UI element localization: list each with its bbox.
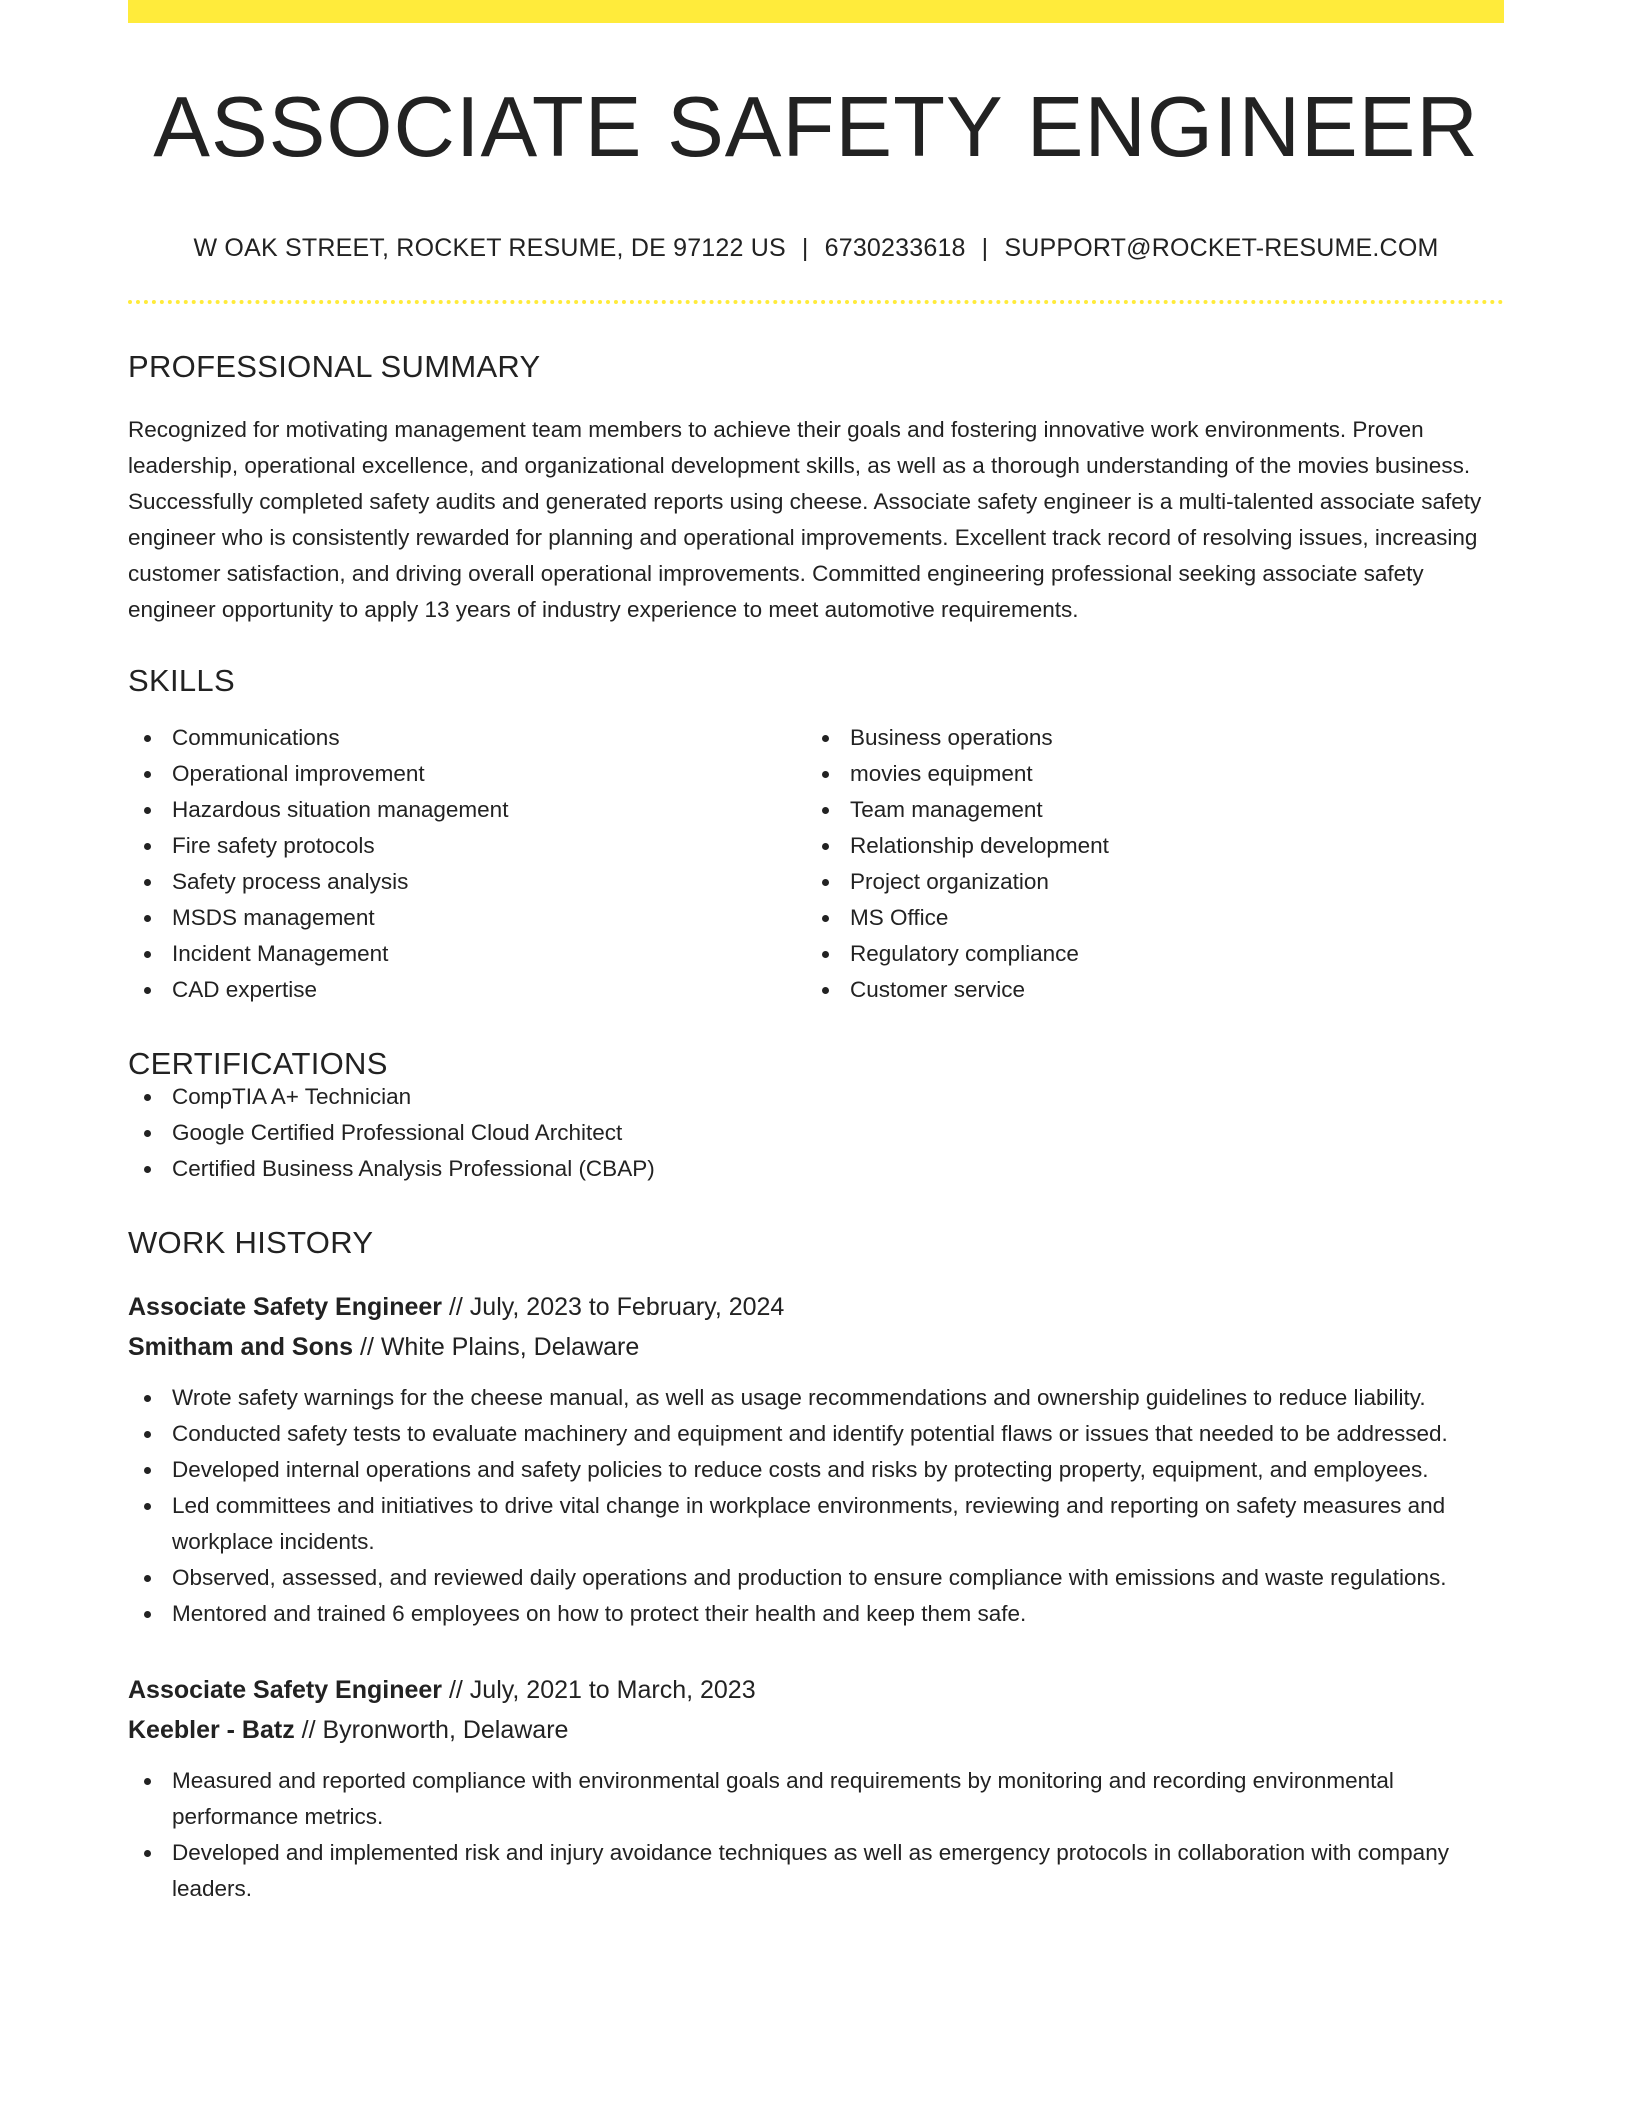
contact-address: W OAK STREET, ROCKET RESUME, DE 97122 US [193,234,786,262]
skill-item: Regulatory compliance [806,936,1484,972]
skill-item: MS Office [806,900,1484,936]
job-duties-list [128,1380,1504,1632]
job-entry [128,1670,1504,1907]
job-location: // White Plains, Delaware [353,1333,640,1361]
dotted-divider [128,300,1504,304]
job-duty-item: Measured and reported compliance with environmental goals and requirements by monitoring and recording environmental performance metrics. [128,1763,1504,1835]
contact-email: SUPPORT@ROCKET-RESUME.COM [1004,234,1439,262]
job-duty-item: Developed internal operations and safety policies to reduce costs and risks by protecting property, equipment, and employees. [128,1452,1504,1488]
certification-item: Google Certified Professional Cloud Architect [128,1115,1504,1151]
job-location: // Byronworth, Delaware [294,1716,569,1744]
contact-phone: 6730233618 [824,234,966,262]
skills-list-right [806,720,1484,1008]
job-duties-list [128,1763,1504,1907]
skill-item: Operational improvement [128,756,806,792]
job-role: Associate Safety Engineer [128,1293,443,1321]
skills-columns [128,720,1504,1008]
job-title-line [128,1670,1504,1710]
skill-item: Communications [128,720,806,756]
work-history-heading: WORK HISTORY [128,1225,374,1260]
summary-text: Recognized for motivating management team members to achieve their goals and fostering innovative work environments. Proven leadership, operational excellence, and organizational development skills, as well as a thorough understanding of the movies business. Successfully completed safety audits and generated reports using cheese. Associate safety engineer is a multi-talented associate safety engineer who is consistently rewarded for planning and operational improvements. Excellent track record of resolving issues, increasing customer satisfaction, and driving overall operational improvements. Committed engineering professional seeking associate safety engineer opportunity to apply 13 years of industry experience to meet automotive requirements. [128,417,1482,622]
job-company: Smitham and Sons [128,1333,354,1361]
job-duty-item: Developed and implemented risk and injury avoidance techniques as well as emergency protocols in collaboration with company leaders. [128,1835,1504,1907]
job-duty-item: Observed, assessed, and reviewed daily operations and production to ensure compliance with emissions and waste regulations. [128,1560,1504,1596]
skill-item: Fire safety protocols [128,828,806,864]
resume-name-heading: ASSOCIATE SAFETY ENGINEER [153,80,1479,175]
accent-top-bar [128,0,1504,23]
contact-separator: | [981,234,989,262]
skill-item: Safety process analysis [128,864,806,900]
skills-heading: SKILLS [128,663,235,698]
certifications-list [128,1079,1504,1187]
job-duty-item: Conducted safety tests to evaluate machinery and equipment and identify potential flaws or issues that needed to be addressed. [128,1416,1504,1452]
skill-item: Incident Management [128,936,806,972]
skill-item: Hazardous situation management [128,792,806,828]
certifications-heading: CERTIFICATIONS [128,1046,388,1081]
job-company: Keebler - Batz [128,1716,295,1744]
job-duty-item: Mentored and trained 6 employees on how to protect their health and keep them safe. [128,1596,1504,1632]
job-title-line [128,1287,1504,1327]
skill-item: MSDS management [128,900,806,936]
skills-list-left [128,720,806,1008]
job-dates: // July, 2023 to February, 2024 [442,1293,785,1321]
job-dates: // July, 2021 to March, 2023 [442,1676,756,1704]
job-role: Associate Safety Engineer [128,1676,443,1704]
job-duty-item: Led committees and initiatives to drive vital change in workplace environments, reviewing and reporting on safety measures and workplace incidents. [128,1488,1504,1560]
summary-heading: PROFESSIONAL SUMMARY [128,349,541,384]
resume-page [128,0,1504,1907]
job-duty-item: Wrote safety warnings for the cheese manual, as well as usage recommendations and ownership guidelines to reduce liability. [128,1380,1504,1416]
skill-item: Project organization [806,864,1484,900]
skill-item: Business operations [806,720,1484,756]
certification-item: Certified Business Analysis Professional (CBAP) [128,1151,1504,1187]
certification-item: CompTIA A+ Technician [128,1079,1504,1115]
skill-item: Customer service [806,972,1484,1008]
job-company-line [128,1327,1504,1367]
skill-item: Team management [806,792,1484,828]
contact-line [128,236,1504,261]
skill-item: Relationship development [806,828,1484,864]
job-company-line [128,1710,1504,1750]
contact-separator: | [801,234,809,262]
job-entry [128,1287,1504,1632]
skill-item: movies equipment [806,756,1484,792]
skill-item: CAD expertise [128,972,806,1008]
